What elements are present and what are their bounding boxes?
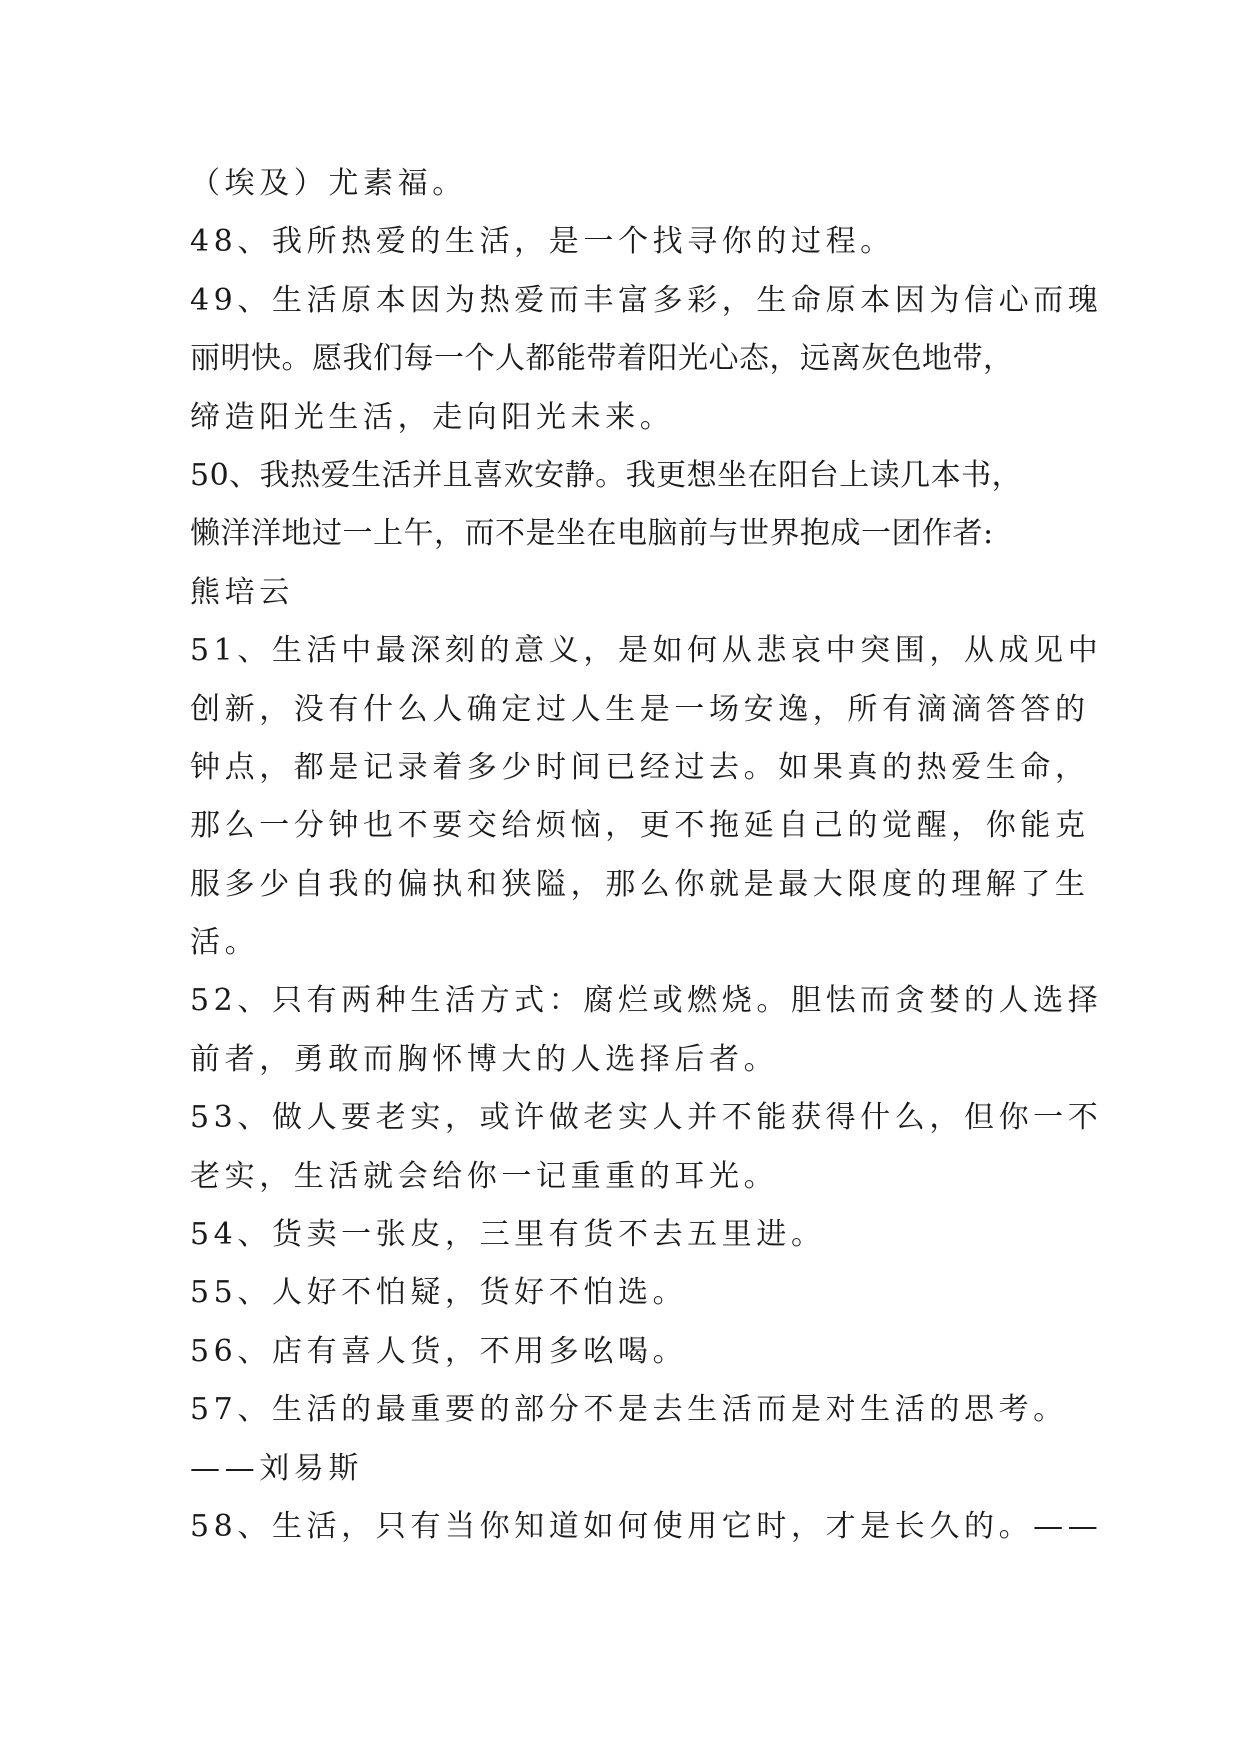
text-line: 懒洋洋地过一上午，而不是坐在电脑前与世界抱成一团作者: bbox=[190, 516, 994, 552]
text-line: 57、生活的最重要的部分不是去生活而是对生活的思考。 bbox=[190, 1392, 1068, 1428]
text-line: ——刘易斯 bbox=[190, 1450, 363, 1486]
text-line: 缔造阳光生活，走向阳光未来。 bbox=[190, 399, 675, 435]
text-line: 50、我热爱生活并且喜欢安静。我更想坐在阳台上读几本书， bbox=[190, 457, 1023, 493]
text-line: 创新，没有什么人确定过人生是一场安逸，所有滴滴答答的 bbox=[190, 691, 1090, 727]
text-line: 前者，勇敢而胸怀博大的人选择后者。 bbox=[190, 1041, 779, 1077]
text-line: 55、人好不怕疑，货好不怕选。 bbox=[190, 1275, 688, 1311]
text-line: 54、货卖一张皮，三里有货不去五里进。 bbox=[190, 1217, 826, 1253]
text-line: （埃及）尤素福。 bbox=[190, 166, 467, 201]
text-line: 熊培云 bbox=[190, 574, 294, 610]
text-line: 服多少自我的偏执和狭隘，那么你就是最大限度的理解了生 bbox=[190, 866, 1090, 902]
text-line: 48、我所热爱的生活，是一个找寻你的过程。 bbox=[190, 224, 895, 260]
text-line: 丽明快。愿我们每一个人都能带着阳光心态，远离灰色地带， bbox=[190, 341, 1014, 377]
text-line: 那么一分钟也不要交给烦恼，更不拖延自己的觉醒，你能克 bbox=[190, 808, 1090, 844]
text-line: 53、做人要老实，或许做老实人并不能获得什么，但你一不 bbox=[190, 1100, 1103, 1136]
text-line: 56、店有喜人货，不用多吆喝。 bbox=[190, 1333, 688, 1369]
text-line: 活。 bbox=[190, 925, 260, 961]
text-line: 51、生活中最深刻的意义，是如何从悲哀中突围，从成见中 bbox=[190, 633, 1103, 669]
text-line: 老实，生活就会给你一记重重的耳光。 bbox=[190, 1158, 779, 1194]
text-line: 52、只有两种生活方式：腐烂或燃烧。胆怯而贪婪的人选择 bbox=[190, 983, 1103, 1019]
document-body bbox=[190, 155, 1103, 1556]
text-line: 49、生活原本因为热爱而丰富多彩，生命原本因为信心而瑰 bbox=[190, 282, 1103, 318]
text-line: 钟点，都是记录着多少时间已经过去。如果真的热爱生命， bbox=[190, 749, 1090, 785]
text-line: 58、生活，只有当你知道如何使用它时，才是长久的。—— bbox=[190, 1508, 1103, 1544]
